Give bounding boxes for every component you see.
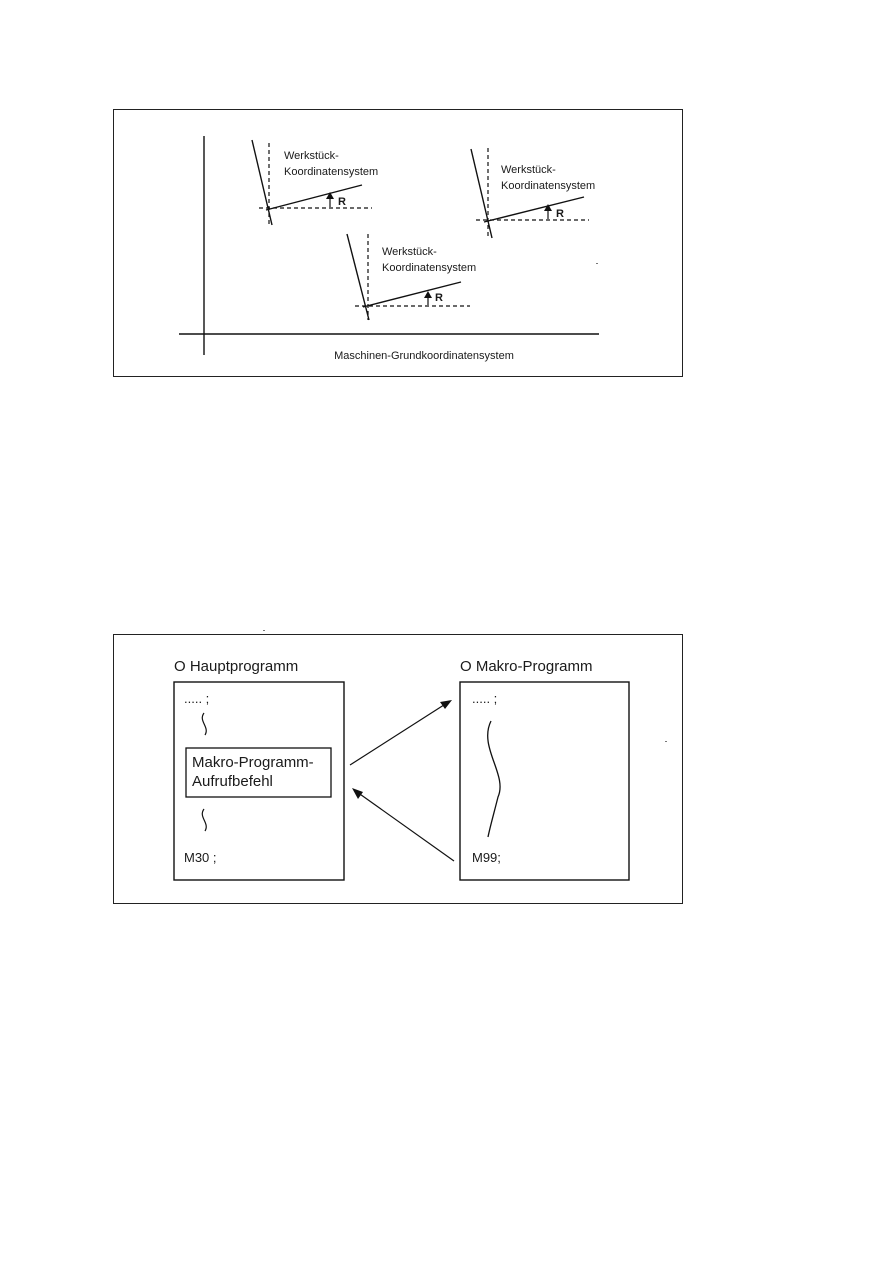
wp1-label-line1: Werkstück-: [284, 150, 339, 162]
wp3-label-line1: Werkstück-: [382, 246, 437, 258]
main-program-continuation-mark-1: [202, 713, 206, 735]
macro-call-figure: [113, 634, 683, 904]
wp3-label-line2: Koordinatensystem: [382, 262, 477, 274]
scan-speck: [596, 263, 598, 264]
macro-call-line2: Aufrufbefehl: [192, 773, 273, 790]
machine-system-label: Maschinen-Grundkoordinatensystem: [334, 350, 514, 362]
wp1-rotated-x-axis: [266, 185, 362, 210]
macro-call-line1: Makro-Programm-: [192, 754, 314, 771]
workpiece-system-3: [347, 234, 476, 320]
wp1-angle-label: R: [338, 196, 346, 208]
coordinate-systems-diagram: [114, 110, 684, 378]
scan-speck: [665, 741, 667, 742]
main-program-continuation-mark-2: [202, 809, 206, 831]
wp2-tilted-y-axis: [471, 149, 492, 238]
wp2-label-line1: Werkstück-: [501, 164, 556, 176]
call-arrow: [350, 703, 447, 765]
coordinate-systems-figure: [113, 109, 683, 377]
wp3-rotated-x-axis: [363, 282, 461, 307]
workpiece-system-2: [471, 148, 595, 238]
wp3-angle-label: R: [435, 292, 443, 304]
wp2-rotated-x-axis: [484, 197, 584, 222]
macro-program-continuation-mark: [488, 721, 500, 837]
wp1-label-line2: Koordinatensystem: [284, 166, 379, 178]
macro-program-last-line: M99;: [472, 850, 501, 865]
main-program-first-line: ..... ;: [184, 691, 210, 706]
main-program-last-line: M30 ;: [184, 850, 217, 865]
return-arrow: [357, 792, 454, 861]
wp3-tilted-y-axis: [347, 234, 369, 320]
scan-speck: [263, 630, 265, 631]
wp3-arrow-head: [424, 291, 432, 298]
wp2-angle-label: R: [556, 208, 564, 220]
macro-call-diagram: [114, 635, 684, 905]
macro-program-title: O Makro-Programm: [460, 658, 593, 675]
macro-program-first-line: ..... ;: [472, 691, 498, 706]
return-arrow-head: [352, 788, 363, 799]
main-program-title: O Hauptprogramm: [174, 658, 299, 675]
workpiece-system-1: [252, 140, 378, 225]
call-arrow-head: [440, 700, 452, 709]
wp2-label-line2: Koordinatensystem: [501, 180, 596, 192]
